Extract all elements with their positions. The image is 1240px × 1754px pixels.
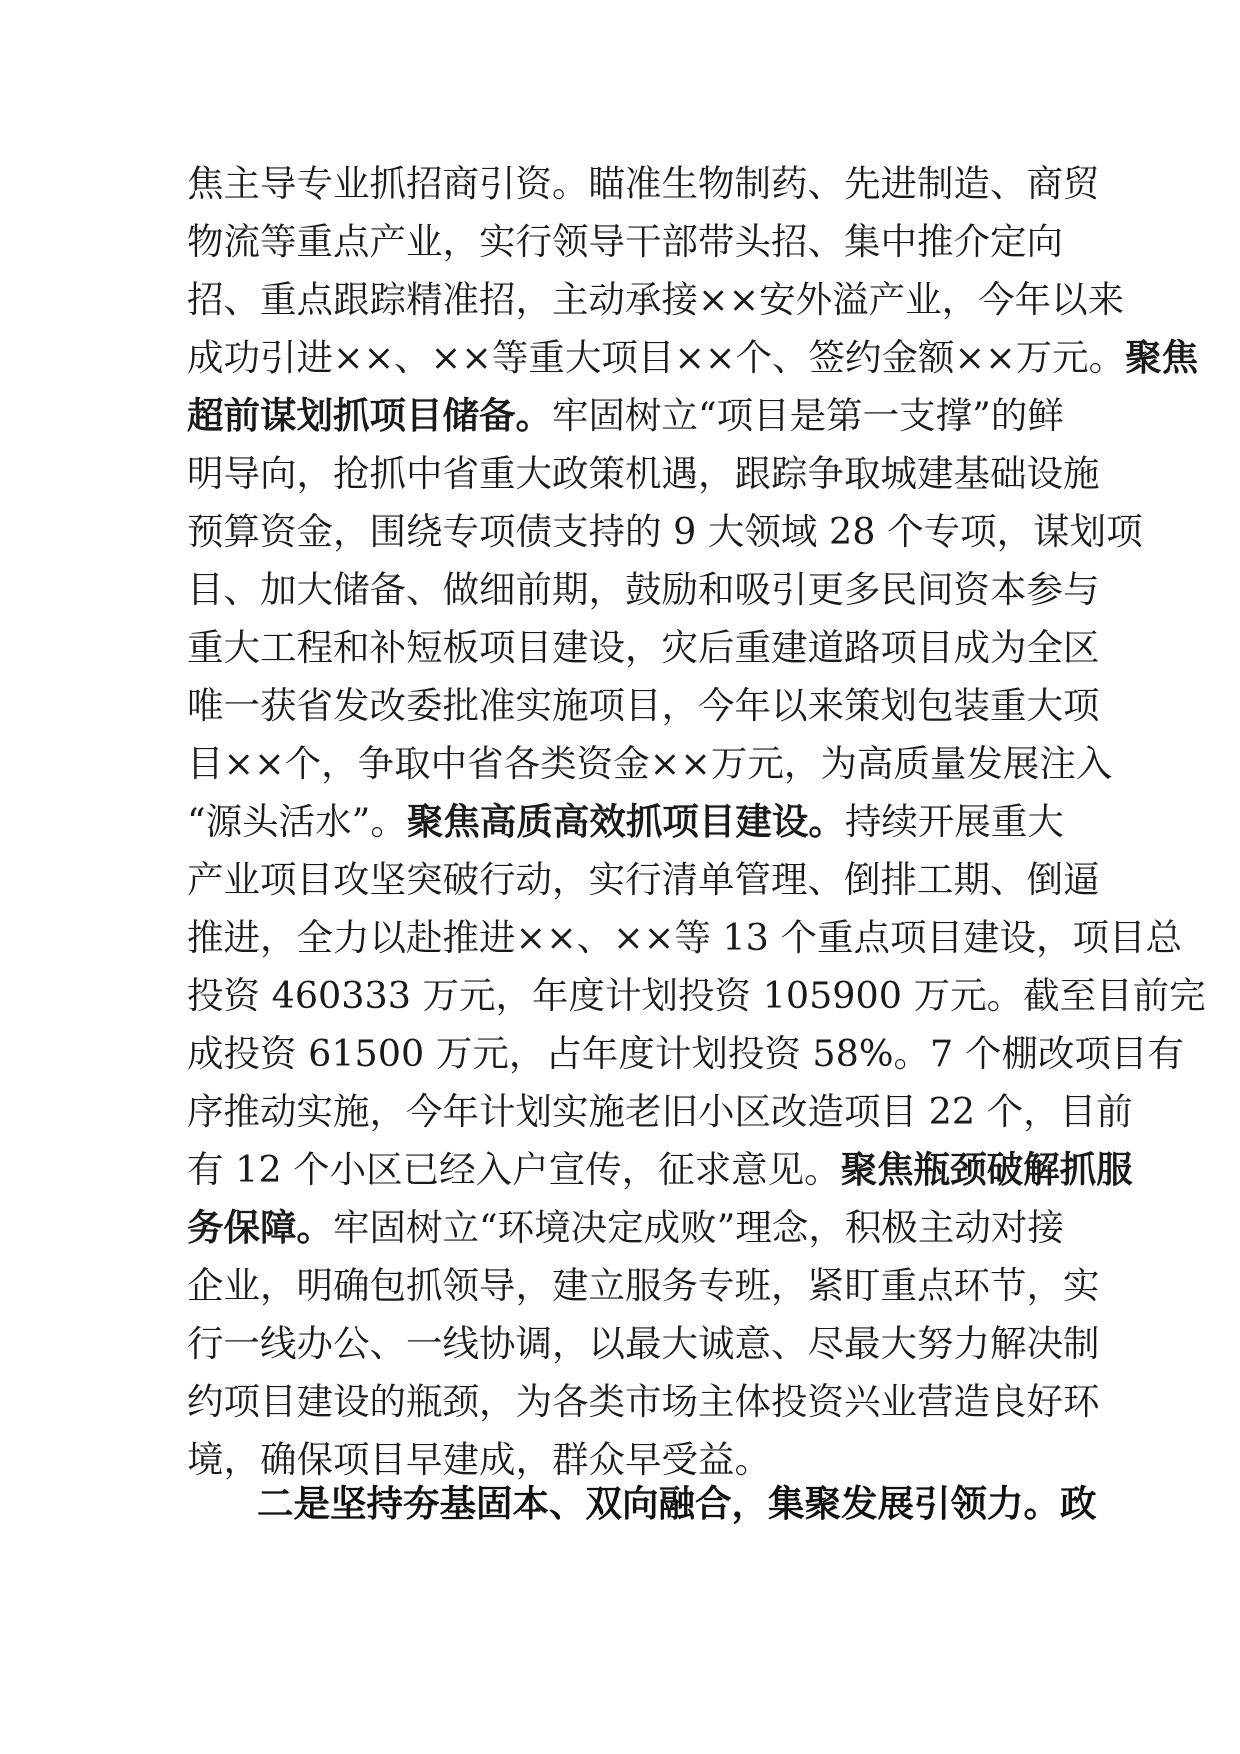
paragraph-line — [187, 271, 1125, 329]
paragraph-line — [187, 967, 1206, 1025]
paragraph-line — [187, 445, 1100, 503]
paragraph-line — [187, 387, 1064, 445]
bold-run: 聚焦 — [1125, 336, 1199, 379]
paragraph-line — [187, 851, 1100, 909]
text-run: 成功引进××、××等重大项目××个、签约金额××万元。 — [187, 336, 1126, 379]
text-run: 目、加大储备、做细前期，鼓励和吸引更多民间资本参与 — [187, 568, 1100, 611]
paragraph-line — [187, 503, 1143, 561]
text-run: 有 12 个小区已经入户宣传，征求意见。 — [187, 1148, 841, 1191]
paragraph-line — [187, 619, 1100, 677]
paragraph-line — [187, 329, 1199, 387]
text-run: 成投资 61500 万元，占年度计划投资 58%。7 个棚改项目有 — [187, 1032, 1184, 1075]
text-run: 预算资金，围绕专项债支持的 9 大领域 28 个专项，谋划项 — [187, 510, 1143, 553]
text-run: 牢固树立“环境决定成败”理念，积极主动对接 — [333, 1206, 1064, 1249]
text-run: 境，确保项目早建成，群众早受益。 — [187, 1438, 771, 1481]
paragraph-line — [187, 909, 1182, 967]
paragraph-line — [187, 793, 1064, 851]
bold-run: 超前谋划抓项目储备。 — [187, 394, 552, 437]
text-run: 投资 460333 万元，年度计划投资 105900 万元。截至目前完 — [187, 974, 1206, 1017]
text-run: 持续开展重大 — [844, 800, 1064, 843]
text-run: 招、重点跟踪精准招，主动承接××安外溢产业，今年以来 — [187, 278, 1125, 321]
text-run: 物流等重点产业，实行领导干部带头招、集中推介定向 — [187, 220, 1063, 263]
text-run: 目××个，争取中省各类资金××万元，为高质量发展注入 — [187, 742, 1113, 785]
text-run: “源头活水”。 — [187, 800, 407, 843]
paragraph-line — [187, 155, 1100, 213]
text-run: 重大工程和补短板项目建设，灾后重建道路项目成为全区 — [187, 626, 1100, 669]
paragraph-line — [187, 1373, 1100, 1431]
paragraph-line — [187, 1141, 1133, 1199]
paragraph-line — [187, 1315, 1100, 1373]
bold-run: 务保障。 — [187, 1206, 333, 1249]
text-run: 明导向，抢抓中省重大政策机遇，跟踪争取城建基础设施 — [187, 452, 1100, 495]
paragraph-line — [187, 1257, 1100, 1315]
paragraph-line — [187, 561, 1100, 619]
paragraph-line — [187, 677, 1100, 735]
paragraph-line — [187, 1083, 1133, 1141]
paragraph-line — [187, 213, 1063, 271]
paragraph-line — [187, 735, 1113, 793]
bold-run: 聚焦高质高效抓项目建设。 — [406, 800, 845, 843]
text-run: 唯一获省发改委批准实施项目，今年以来策划包装重大项 — [187, 684, 1100, 727]
text-run: 推进，全力以赴推进××、××等 13 个重点项目建设，项目总 — [187, 916, 1182, 959]
text-run: 行一线办公、一线协调，以最大诚意、尽最大努力解决制 — [187, 1322, 1100, 1365]
text-run: 产业项目攻坚突破行动，实行清单管理、倒排工期、倒逼 — [187, 858, 1100, 901]
text-run: 序推动实施，今年计划实施老旧小区改造项目 22 个，目前 — [187, 1090, 1133, 1133]
text-run: 约项目建设的瓶颈，为各类市场主体投资兴业营造良好环 — [187, 1380, 1100, 1423]
text-run: 牢固树立“项目是第一支撑”的鲜 — [552, 394, 1064, 437]
text-run: 企业，明确包抓领导，建立服务专班，紧盯重点环节，实 — [187, 1264, 1100, 1307]
section-heading: 二是坚持夯基固本、双向融合，集聚发展引领力。政 — [257, 1482, 1097, 1525]
body-paragraph — [187, 155, 1206, 1489]
text-run: 焦主导专业抓招商引资。瞄准生物制药、先进制造、商贸 — [187, 162, 1100, 205]
bold-run: 聚焦瓶颈破解抓服 — [840, 1148, 1133, 1191]
paragraph-line — [187, 1025, 1184, 1083]
paragraph-line — [187, 1199, 1064, 1257]
